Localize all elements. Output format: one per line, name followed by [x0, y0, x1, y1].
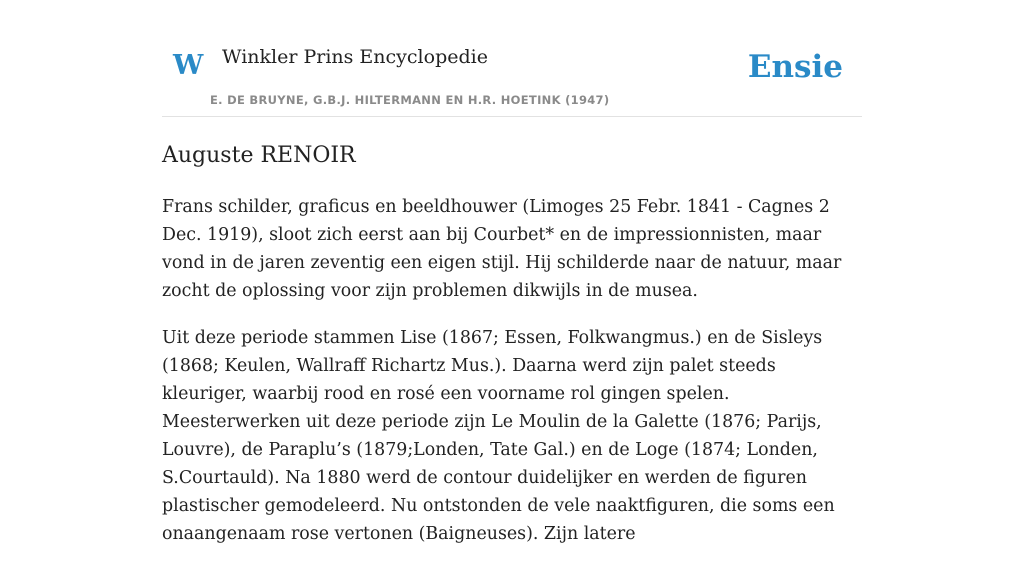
publication-authors: E. DE BRUYNE, G.B.J. HILTERMANN EN H.R. HOETINK (1947): [210, 93, 610, 107]
site-header: [162, 0, 862, 117]
publication-title[interactable]: Winkler Prins Encyclopedie: [222, 46, 488, 68]
page: [162, 0, 862, 567]
article-body: [162, 193, 862, 548]
logo-w-icon[interactable]: W: [173, 50, 204, 81]
ensie-logo-link[interactable]: Ensie: [747, 49, 843, 85]
article: [162, 141, 862, 548]
article-paragraph: Uit deze periode stammen Lise (1867; Essen, Folkwangmus.) en de Sisleys (1868; Keulen, Wallraff Richartz Mus.). Daarna werd zijn palet steeds kleuriger, waarbij rood en rosé een voorname rol gingen spelen. Meesterwerken uit deze periode zijn Le Moulin de la Galette (1876; Parijs, Louvre), de Paraplu’s (1879;Londen, Tate Gal.) en de Loge (1874; Londen, S.Courtauld). Na 1880 werd de contour duidelijker en werden de figuren plastischer gemodeleerd. Nu ontstonden de vele naaktfiguren, die soms een onaangenaam rose vertonen (Baigneuses). Zijn latere: [162, 328, 835, 544]
article-paragraph: Frans schilder, graficus en beeldhouwer (Limoges 25 Febr. 1841 - Cagnes 2 Dec. 1919), sloot zich eerst aan bij Courbet* en de impressionnisten, maar vond in de jaren zeventig een eigen stijl. Hij schilderde naar de natuur, maar zocht de oplossing voor zijn problemen dikwijls in de musea.: [162, 197, 842, 301]
article-title: Auguste RENOIR: [162, 143, 356, 168]
